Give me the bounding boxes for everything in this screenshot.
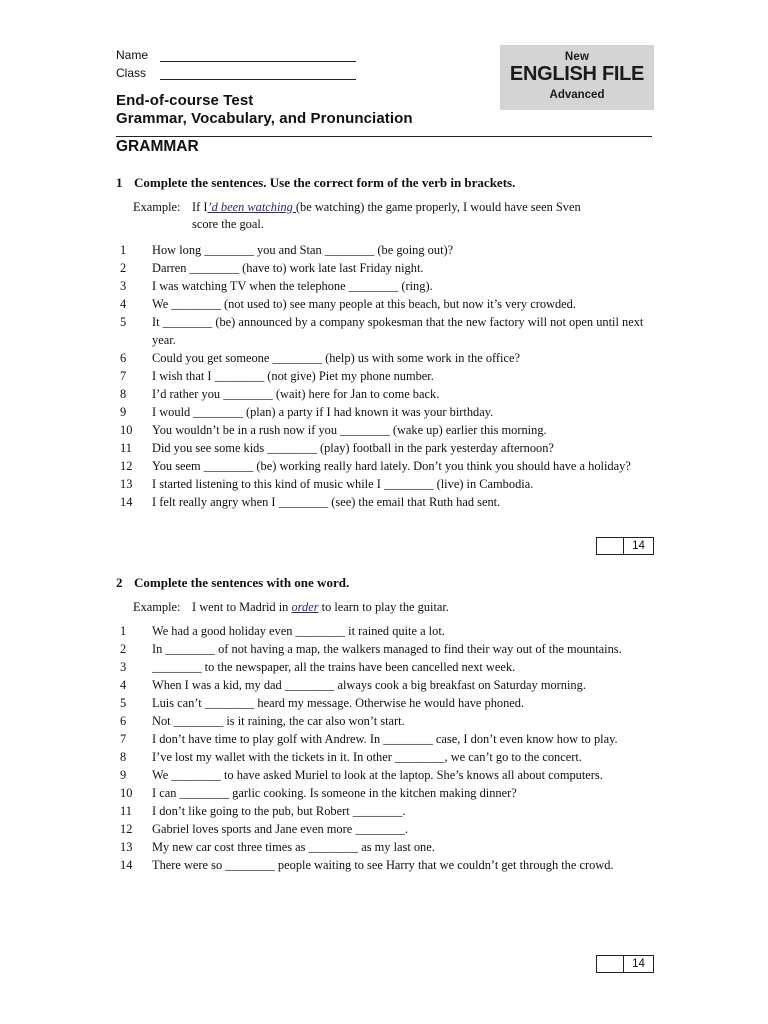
question-number: 9 (120, 405, 127, 419)
exercise-2-example (133, 599, 653, 616)
question-text: ________ to the newspaper, all the trains have been cancelled next week. (152, 660, 516, 674)
question-text: Not ________ is it raining, the car also won’t start. (152, 714, 405, 728)
question-number: 10 (120, 786, 133, 800)
exercise-2-instruction (116, 575, 349, 591)
exercise-1-number: 1 (116, 175, 123, 190)
question-number: 13 (120, 840, 133, 854)
question-number: 7 (120, 732, 127, 746)
logo-advanced: Advanced (549, 89, 605, 101)
question-item[interactable] (120, 856, 652, 874)
example-continuation: score the goal. (192, 217, 264, 231)
exercise-1-example (133, 199, 653, 233)
example-label: Example: (133, 600, 181, 614)
question-item[interactable] (120, 313, 652, 349)
example-text-before: If I (192, 200, 208, 214)
question-number: 3 (120, 660, 127, 674)
example-text-after: to learn to play the guitar. (318, 600, 449, 614)
section-heading: GRAMMAR (116, 138, 199, 155)
question-item[interactable] (120, 349, 652, 367)
question-item[interactable] (120, 712, 652, 730)
question-text: Darren ________ (have to) work late last Friday night. (152, 261, 424, 275)
question-number: 4 (120, 678, 127, 692)
question-text: I was watching TV when the telephone ________ (ring). (152, 279, 433, 293)
question-number: 5 (120, 696, 127, 710)
question-number: 1 (120, 624, 127, 638)
exercise-2-score-box (596, 955, 654, 973)
example-answer: order (291, 600, 319, 614)
question-item[interactable] (120, 367, 652, 385)
question-text: I wish that I ________ (not give) Piet my phone number. (152, 369, 434, 383)
question-number: 10 (120, 423, 133, 437)
question-text: I don’t like going to the pub, but Robert ________. (152, 804, 406, 818)
english-file-logo (500, 45, 654, 110)
question-number: 12 (120, 459, 133, 473)
example-label: Example: (133, 200, 181, 214)
exercise-2-items (120, 622, 652, 874)
question-item[interactable] (120, 277, 652, 295)
question-text: I started listening to this kind of music while I ________ (live) in Cambodia. (152, 477, 534, 491)
name-field-row (116, 48, 356, 62)
question-text: Gabriel loves sports and Jane even more ________. (152, 822, 409, 836)
question-number: 11 (120, 804, 132, 818)
question-number: 4 (120, 297, 127, 311)
question-item[interactable] (120, 622, 652, 640)
name-label: Name (116, 48, 149, 62)
question-text: I’d rather you ________ (wait) here for Jan to come back. (152, 387, 440, 401)
question-text: We ________ to have asked Muriel to look at the laptop. She’s knows all about computers. (152, 768, 603, 782)
question-item[interactable] (120, 421, 652, 439)
class-line[interactable] (160, 68, 356, 80)
question-text: In ________ of not having a map, the walkers managed to find their way out of the mountains. (152, 642, 622, 656)
logo-english-file: ENGLISH FILE (509, 63, 645, 85)
question-number: 11 (120, 441, 132, 455)
question-item[interactable] (120, 439, 652, 457)
question-item[interactable] (120, 802, 652, 820)
question-text: I’ve lost my wallet with the tickets in it. In other ________, we can’t go to the concert. (152, 750, 582, 764)
question-text: You seem ________ (be) working really hard lately. Don’t you think you should have a holiday? (152, 459, 631, 473)
question-number: 14 (120, 495, 133, 509)
question-text: We ________ (not used to) see many people at this beach, but now it’s very crowded. (152, 297, 576, 311)
question-text: It ________ (be) announced by a company spokesman that the new factory will not open until next year. (152, 315, 644, 347)
question-text: When I was a kid, my dad ________ always cook a big breakfast on Saturday morning. (152, 678, 586, 692)
question-text: I don’t have time to play golf with Andrew. In ________ case, I don’t even know how to play. (152, 732, 618, 746)
question-text: I can ________ garlic cooking. Is someone in the kitchen making dinner? (152, 786, 517, 800)
question-item[interactable] (120, 475, 652, 493)
question-item[interactable] (120, 457, 652, 475)
example-answer: ’d been watching (207, 200, 296, 214)
exercise-2-number: 2 (116, 575, 123, 590)
question-item[interactable] (120, 493, 652, 511)
question-item[interactable] (120, 838, 652, 856)
exercise-2-score-max: 14 (632, 958, 645, 970)
question-text: We had a good holiday even ________ it rained quite a lot. (152, 624, 445, 638)
question-item[interactable] (120, 694, 652, 712)
question-item[interactable] (120, 241, 652, 259)
name-line[interactable] (160, 50, 356, 62)
question-number: 6 (120, 714, 127, 728)
exercise-1-score-input[interactable] (597, 538, 624, 554)
exercise-1-score-max: 14 (632, 540, 645, 552)
question-text: I would ________ (plan) a party if I had known it was your birthday. (152, 405, 494, 419)
question-text: I felt really angry when I ________ (see) the email that Ruth had sent. (152, 495, 501, 509)
question-number: 2 (120, 642, 127, 656)
test-subtitle: Grammar, Vocabulary, and Pronunciation (116, 110, 413, 127)
question-number: 7 (120, 369, 127, 383)
exercise-1-score-box (596, 537, 654, 555)
question-number: 5 (120, 315, 127, 329)
question-number: 2 (120, 261, 127, 275)
question-text: My new car cost three times as ________ as my last one. (152, 840, 435, 854)
question-text: You wouldn’t be in a rush now if you ________ (wake up) earlier this morning. (152, 423, 547, 437)
question-number: 8 (120, 750, 127, 764)
question-text: How long ________ you and Stan ________ (be going out)? (152, 243, 454, 257)
class-label: Class (116, 66, 147, 80)
question-number: 8 (120, 387, 127, 401)
question-item[interactable] (120, 295, 652, 313)
exercise-1-items (120, 241, 652, 511)
logo-new: New (564, 51, 590, 63)
class-field-row (116, 66, 356, 80)
exercise-1-instruction (116, 175, 515, 191)
question-item[interactable] (120, 784, 652, 802)
question-item[interactable] (120, 658, 652, 676)
example-text-after: (be watching) the game properly, I would have seen Sven (295, 200, 581, 214)
question-item[interactable] (120, 640, 652, 658)
header-rule (116, 136, 652, 137)
question-item[interactable] (120, 766, 652, 784)
question-item[interactable] (120, 385, 652, 403)
question-item[interactable] (120, 820, 652, 838)
question-item[interactable] (120, 748, 652, 766)
question-item[interactable] (120, 730, 652, 748)
question-number: 1 (120, 243, 127, 257)
question-number: 12 (120, 822, 133, 836)
question-number: 6 (120, 351, 127, 365)
question-number: 3 (120, 279, 127, 293)
example-text-before: I went to Madrid in (192, 600, 292, 614)
test-title: End-of-course Test (116, 92, 254, 109)
question-number: 9 (120, 768, 127, 782)
exercise-1-instruction-text: Complete the sentences. Use the correct form of the verb in brackets. (134, 175, 516, 190)
question-text: Could you get someone ________ (help) us with some work in the office? (152, 351, 520, 365)
question-item[interactable] (120, 403, 652, 421)
exercise-2-score-input[interactable] (597, 956, 624, 972)
question-item[interactable] (120, 259, 652, 277)
question-text: Did you see some kids ________ (play) football in the park yesterday afternoon? (152, 441, 554, 455)
question-number: 14 (120, 858, 133, 872)
question-item[interactable] (120, 676, 652, 694)
question-number: 13 (120, 477, 133, 491)
question-text: There were so ________ people waiting to see Harry that we couldn’t get through the crowd. (152, 858, 614, 872)
question-text: Luis can’t ________ heard my message. Otherwise he would have phoned. (152, 696, 525, 710)
exercise-2-instruction-text: Complete the sentences with one word. (134, 575, 350, 590)
